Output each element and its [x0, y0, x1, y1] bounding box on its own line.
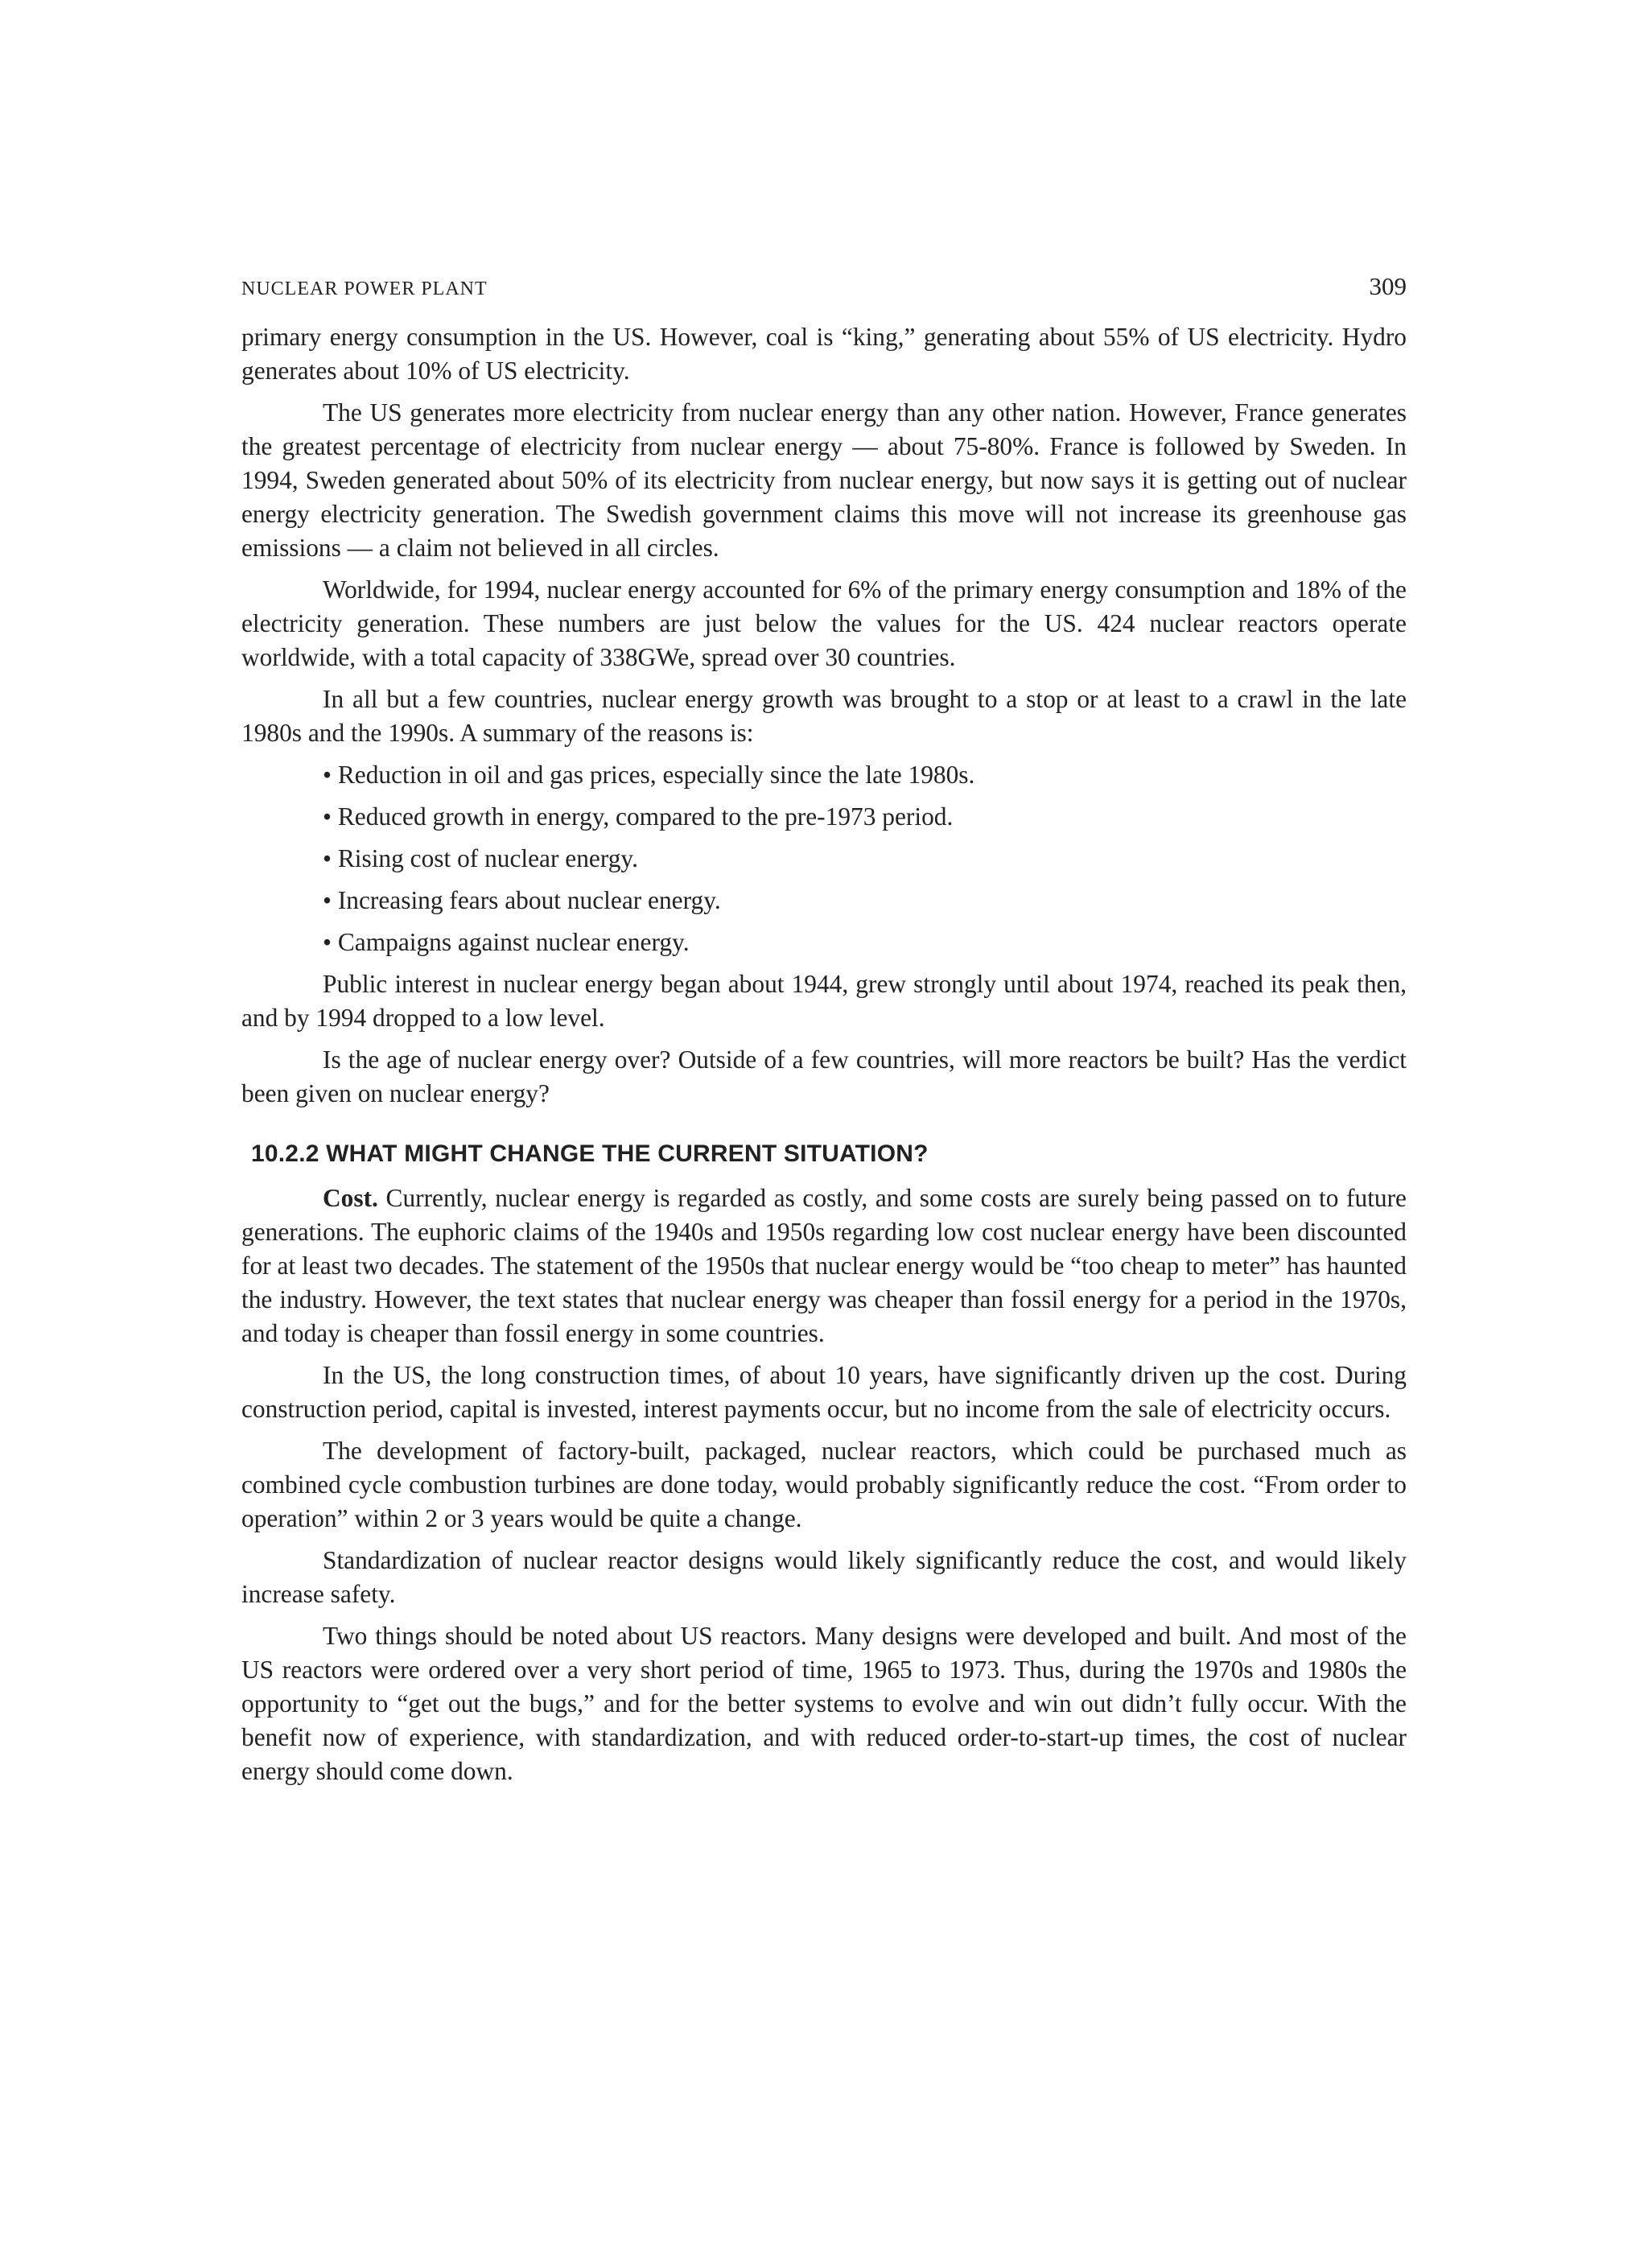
paragraph-worldwide: Worldwide, for 1994, nuclear energy accounted for 6% of the primary energy consumption and 18% of the electricity generation. These numbers are just below the values for the US. 424 nuclear reactors operate worldwide, with a total capacity of 338GWe, spread over 30 countries. [241, 575, 1407, 671]
paragraph-standardization: Standardization of nuclear reactor designs would likely significantly reduce the cost, and would likely increase safety. [241, 1546, 1407, 1608]
running-title: NUCLEAR POWER PLANT [241, 278, 488, 299]
list-item: • Increasing fears about nuclear energy. [323, 886, 721, 914]
paragraph-cost [241, 1181, 1407, 1350]
paragraph-questions: Is the age of nuclear energy over? Outside of a few countries, will more reactors be built? Has the verdict been given on nuclear energy? [241, 1045, 1407, 1107]
list-item: • Rising cost of nuclear energy. [323, 844, 638, 872]
list-item: • Reduction in oil and gas prices, especially since the late 1980s. [323, 761, 975, 789]
reasons-list [241, 758, 1407, 959]
paragraph-continuation: primary energy consumption in the US. However, coal is “king,” generating about 55% of US electricity. Hydro generates about 10% of US electricity. [241, 323, 1407, 385]
cost-text: Currently, nuclear energy is regarded as costly, and some costs are surely being passed on to future generations. The euphoric claims of the 1940s and 1950s regarding low cost nuclear energy have been discounted for at least two decades. The statement of the 1950s that nuclear energy would be “too cheap to meter” has haunted the industry. However, the text states that nuclear energy was cheaper than fossil energy for a period in the 1970s, and today is cheaper than fossil energy in some countries. [241, 1184, 1407, 1347]
paragraph-us-reactors: Two things should be noted about US reactors. Many designs were developed and built. And most of the US reactors were ordered over a very short period of time, 1965 to 1973. Thus, during the 1970s and 1980s the opportunity to “get out the bugs,” and for the better systems to evolve and win out didn’t fully occur. With the benefit now of experience, with standardization, and with reduced order-to-start-up times, the cost of nuclear energy should come down. [241, 1622, 1407, 1785]
list-item: • Campaigns against nuclear energy. [323, 928, 690, 956]
book-page [241, 272, 1407, 1796]
paragraph-construction-times: In the US, the long construction times, of about 10 years, have significantly driven up the cost. During construction period, capital is invested, interest payments occur, but no income from the sale of electricity occurs. [241, 1361, 1407, 1423]
paragraph-factory-built: The development of factory-built, packaged, nuclear reactors, which could be purchased much as combined cycle combustion turbines are done today, would probably significantly reduce the cost. “From order to operation” within 2 or 3 years would be quite a change. [241, 1437, 1407, 1532]
cost-run-in-label: Cost. [323, 1184, 378, 1212]
section-heading: 10.2.2 WHAT MIGHT CHANGE THE CURRENT SITUATION? [251, 1140, 929, 1167]
page-number: 309 [1369, 272, 1407, 300]
list-item: • Reduced growth in energy, compared to the pre-1973 period. [323, 802, 954, 831]
running-header [241, 272, 1407, 320]
paragraph-us-france: The US generates more electricity from nuclear energy than any other nation. However, France generates the greatest percentage of electricity from nuclear energy — about 75-80%. France is followed by Sweden. In 1994, Sweden generated about 50% of its electricity from nuclear energy, but now says it is getting out of nuclear energy electricity generation. The Swedish government claims this move will not increase its greenhouse gas emissions — a claim not believed in all circles. [241, 398, 1407, 562]
paragraph-growth-stop: In all but a few countries, nuclear energy growth was brought to a stop or at least to a crawl in the late 1980s and the 1990s. A summary of the reasons is: [241, 685, 1407, 747]
paragraph-public-interest: Public interest in nuclear energy began about 1944, grew strongly until about 1974, reached its peak then, and by 1994 dropped to a low level. [241, 970, 1407, 1032]
